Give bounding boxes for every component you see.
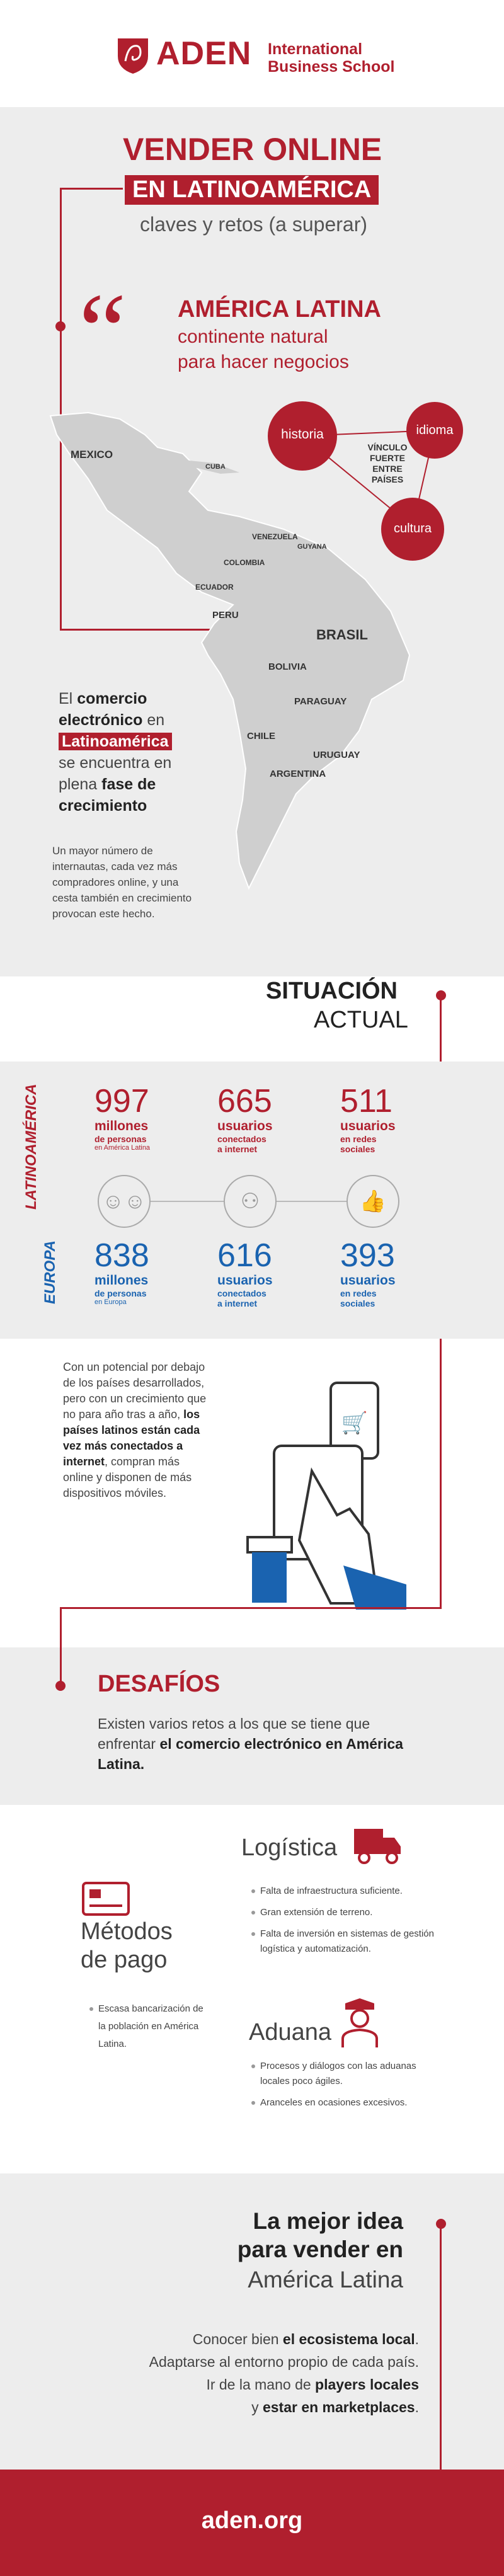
stat-l3: sociales (340, 1144, 375, 1154)
stat-l2: conectados (217, 1288, 266, 1298)
stat-europa-0 (94, 1238, 149, 1306)
stat-l2: de personas (94, 1288, 147, 1298)
idea-l3a: Ir de la mano de (206, 2376, 316, 2393)
aduana-title: Aduana (249, 2019, 332, 2046)
connector-line (60, 1607, 442, 1609)
idea-title-1: La mejor idea (253, 2208, 403, 2234)
desafios-title: DESAFÍOS (98, 1671, 220, 1697)
stat-num: 511 (340, 1083, 392, 1119)
country-peru: PERU (212, 610, 239, 621)
comercio-highlight: Latinoamérica (59, 733, 172, 750)
situacion-section (0, 976, 504, 1062)
stat-latam-0 (94, 1084, 150, 1152)
comercio-p1: El (59, 690, 77, 707)
idea-l4a: y (251, 2399, 263, 2415)
stat-l3: a internet (217, 1144, 258, 1154)
country-argentina: ARGENTINA (270, 769, 326, 779)
list-item: Escasa bancarización de la población en América Latina. (98, 2000, 213, 2053)
comercio-b2: fase de crecimiento (59, 776, 156, 815)
tablet-hand-icon (243, 1377, 406, 1610)
idea-l1b: el ecosistema local (282, 2331, 415, 2347)
idea-line-2: Adaptarse al entorno propio de cada país. (149, 2354, 419, 2370)
stat-l1: usuarios (217, 1273, 273, 1288)
stat-l2: de personas (94, 1134, 147, 1144)
bubble-historia-label: historia (281, 427, 324, 442)
idea-l1a: Conocer bien (192, 2331, 283, 2347)
country-ecuador: ECUADOR (195, 583, 234, 592)
country-guyana: GUYANA (297, 543, 327, 551)
stat-l1: millones (94, 1273, 149, 1288)
latam-sub-2: para hacer negocios (178, 352, 349, 372)
stat-l1: usuarios (340, 1119, 396, 1133)
logo-text: ADEN (156, 35, 252, 72)
comercio-p3: se encuentra en plena (59, 754, 172, 793)
hero-subtitle: claves y retos (a superar) (140, 213, 368, 236)
country-venezuela: VENEZUELA (252, 532, 298, 541)
vinculo-line: ENTRE (372, 464, 403, 474)
country-uruguay: URUGUAY (313, 750, 360, 760)
country-colombia: COLOMBIA (224, 558, 265, 567)
list-item: Procesos y diálogos con las aduanas locales poco ágiles. (260, 2059, 444, 2089)
footer-url[interactable]: aden.org (201, 2507, 303, 2534)
latam-sub-1: continente natural (178, 326, 328, 347)
potencial-p2: , compran más online y disponen de más dispositivos móviles. (63, 1455, 192, 1499)
people-icon: ☺☺ (98, 1175, 151, 1228)
situacion-title-1: SITUACIÓN (266, 978, 398, 1004)
vinculo-line: VÍNCULO (367, 442, 408, 452)
stat-l2: en redes (340, 1288, 377, 1298)
stat-l2: conectados (217, 1134, 266, 1144)
potencial-b1: los países latinos están cada vez más conectados a internet (63, 1408, 200, 1468)
quote-icon: “ (79, 272, 127, 390)
connector-line (440, 2224, 442, 2476)
europa-label: EUROPA (42, 1240, 59, 1304)
comercio-b1: comercio electrónico (59, 690, 147, 729)
logistica-list (249, 1884, 438, 1963)
stat-l3: sociales (340, 1298, 375, 1308)
comercio-text (59, 688, 191, 816)
stat-l1: usuarios (217, 1119, 273, 1133)
latam-heading: AMÉRICA LATINA (178, 296, 381, 323)
comercio-note: Un mayor número de internautas, cada vez más compradores online, y una cesta también en crecimiento provocan este hecho. (52, 845, 192, 920)
school-line-2: Business School (268, 58, 395, 76)
idea-l3b: players locales (315, 2376, 419, 2393)
truck-icon (352, 1824, 403, 1868)
country-brasil: BRASIL (316, 627, 368, 643)
hero-title-1: VENDER ONLINE (123, 132, 382, 167)
connector-line (60, 1607, 62, 1689)
aden-shield-icon (115, 35, 151, 75)
vinculo-line: FUERTE (370, 453, 405, 463)
svg-text:🛒: 🛒 (341, 1411, 369, 1436)
school-line-1: International (268, 40, 363, 58)
idea-line-3 (94, 2373, 419, 2396)
idea-title-3: América Latina (248, 2267, 403, 2293)
bubble-idioma-label: idioma (416, 423, 454, 437)
metodos-list (87, 2000, 213, 2059)
idea-lines (94, 2328, 419, 2419)
stat-l1: usuarios (340, 1273, 396, 1288)
desafios-text (98, 1714, 413, 1774)
network-icon: ⚇ (224, 1175, 277, 1228)
idea-line-4: y estar en marketplaces. (251, 2399, 419, 2415)
situacion-title-2: ACTUAL (314, 1007, 408, 1033)
metodos-title-1: Métodos (81, 1918, 173, 1945)
logistica-title: Logística (241, 1835, 338, 1861)
country-bolivia: BOLIVIA (268, 661, 307, 672)
stat-europa-2 (340, 1238, 396, 1308)
stat-num: 665 (217, 1083, 272, 1119)
credit-card-icon (81, 1880, 131, 1918)
country-paraguay: PARAGUAY (294, 696, 347, 707)
comercio-p2: en (142, 711, 165, 729)
idea-line-1: Conocer bien el ecosistema local. (192, 2331, 419, 2347)
stat-l3: en América Latina (94, 1144, 151, 1152)
connector-line (60, 188, 123, 190)
stat-num: 616 (217, 1237, 272, 1274)
stat-l2: en redes (340, 1134, 377, 1144)
country-chile: CHILE (247, 731, 275, 741)
like-icon: 👍 (346, 1175, 399, 1228)
idea-l4b: estar en marketplaces (262, 2399, 415, 2415)
bubble-cultura-label: cultura (393, 522, 432, 535)
stat-num: 838 (94, 1237, 149, 1274)
metodos-title-2: de pago (81, 1947, 168, 1973)
latam-label: LATINOAMÉRICA (23, 1084, 40, 1210)
country-cuba: CUBA (205, 463, 226, 471)
header (0, 0, 504, 107)
stat-num: 393 (340, 1237, 395, 1274)
list-item: Gran extensión de terreno. (260, 1905, 438, 1920)
stat-latam-1 (217, 1084, 273, 1154)
customs-officer-icon (339, 1996, 381, 2049)
stat-l3: a internet (217, 1298, 258, 1308)
hero-title-2: EN LATINOAMÉRICA (125, 175, 379, 205)
list-item: Falta de infraestructura suficiente. (260, 1884, 438, 1899)
desafios-b1: el comercio electrónico en América Latina. (98, 1736, 403, 1772)
potencial-text (63, 1360, 208, 1501)
aduana-list (249, 2059, 444, 2117)
list-item: Aranceles en ocasiones excesivos. (260, 2095, 444, 2110)
potencial-p1: Con un potencial por debajo de los países desarrollados, pero con un crecimiento que no para año tras a año, (63, 1361, 207, 1421)
desafios-p1: Existen varios retos a los que se tiene que enfrentar (98, 1715, 370, 1752)
timeline-dot (55, 1681, 66, 1691)
vinculo-line: PAÍSES (371, 474, 404, 484)
stat-latam-2 (340, 1084, 396, 1154)
timeline-dot (55, 321, 66, 331)
list-item: Falta de inversión en sistemas de gestión logística y automatización. (260, 1926, 438, 1957)
stat-l3: en Europa (94, 1298, 127, 1306)
stat-num: 997 (94, 1083, 149, 1119)
country-mexico: MEXICO (71, 449, 113, 461)
idea-title-2: para vender en (237, 2236, 403, 2262)
stat-l1: millones (94, 1119, 149, 1133)
vinculo-text (353, 442, 422, 485)
stat-europa-1 (217, 1238, 273, 1308)
